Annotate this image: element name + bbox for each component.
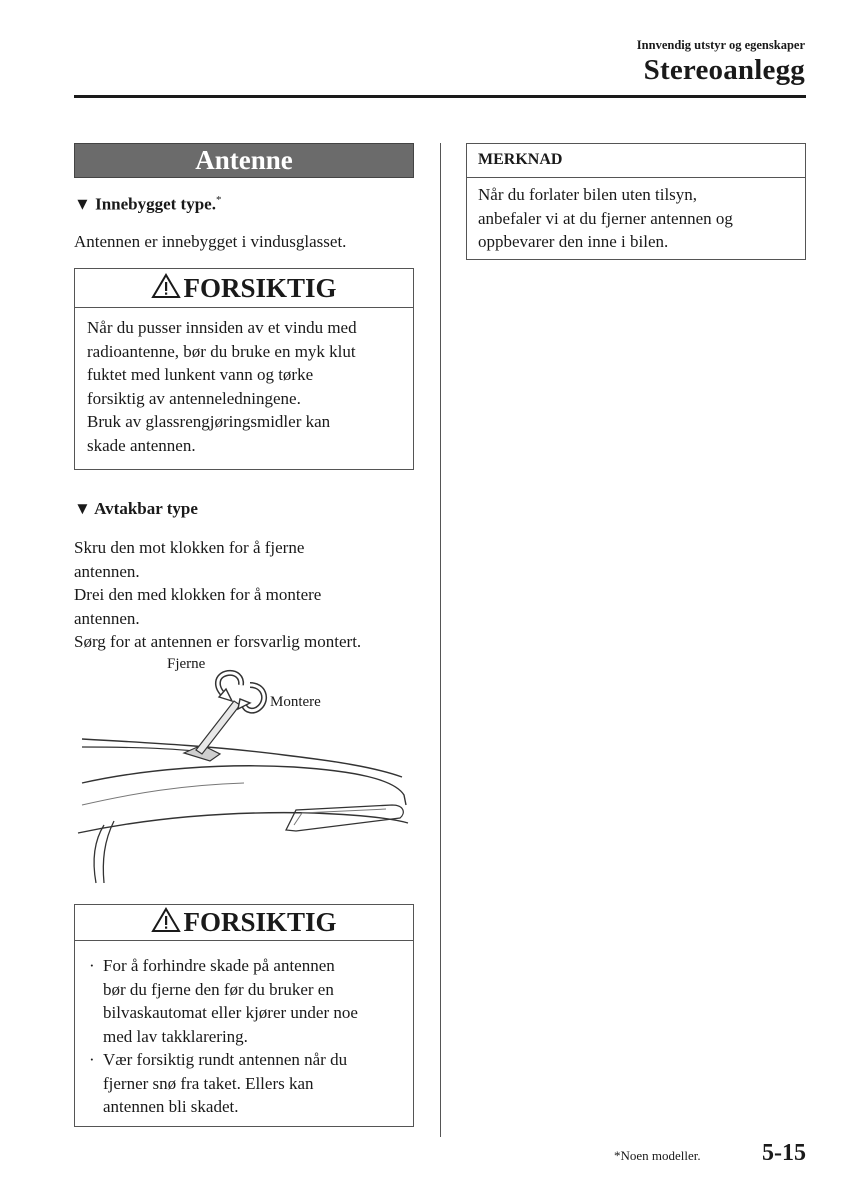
- warning-triangle-icon: [151, 273, 181, 299]
- built-in-type-label: Innebygget type.: [95, 194, 216, 214]
- caution-line: fjerner snø fra taket. Ellers kan: [103, 1073, 314, 1093]
- remove-label: Fjerne: [167, 656, 206, 672]
- car-roof-drawing: [74, 655, 419, 885]
- caution-line: skade antennen.: [87, 435, 196, 455]
- body-line: antennen.: [74, 608, 140, 628]
- removable-type-label: Avtakbar type: [94, 499, 198, 518]
- removable-type-text: [74, 536, 419, 654]
- triangle-bullet-icon: ▼: [74, 499, 91, 518]
- caution-line: For å forhindre skade på antennen: [103, 956, 335, 975]
- caution-line: Bruk av glassrengjøringsmidler kan: [87, 412, 331, 431]
- removable-type-heading: [74, 499, 198, 519]
- page-number: 5-15: [762, 1140, 806, 1166]
- note-line: oppbevarer den inne i bilen.: [478, 232, 669, 251]
- note-heading: MERKNAD: [467, 144, 805, 178]
- rotate-clockwise-icon: [238, 685, 264, 711]
- caution-line: fuktet med lunkent vann og tørke: [87, 365, 314, 384]
- caution-title-2: FORSIKTIG: [183, 907, 337, 937]
- body-line: Skru den mot klokken for å fjerne: [74, 538, 305, 557]
- caution-heading-1: [75, 269, 413, 308]
- chapter-title: Innvendig utstyr og egenskaper: [636, 38, 805, 52]
- install-label: Montere: [270, 694, 321, 710]
- caution-bullet: [87, 1048, 401, 1119]
- caution-box-1: [74, 268, 414, 470]
- footnote: *Noen modeller.: [614, 1148, 701, 1163]
- caution-heading-2: [75, 905, 413, 941]
- warning-triangle-icon: [151, 907, 181, 933]
- caution-line: Vær forsiktig rundt antennen når du: [103, 1050, 348, 1069]
- note-line: anbefaler vi at du fjerner antennen og: [478, 208, 733, 228]
- caution-title-1: FORSIKTIG: [183, 273, 337, 303]
- bullet-dot: ·: [89, 1050, 95, 1069]
- antenna-illustration: [74, 655, 419, 885]
- caution-box-2: [74, 904, 414, 1127]
- note-text: [467, 178, 805, 254]
- header-rule: [74, 95, 806, 98]
- caution-line: Når du pusser innsiden av et vindu med: [87, 318, 357, 337]
- built-in-type-text: Antennen er innebygget i vindusglasset.: [74, 232, 347, 251]
- body-line: Sørg for at antennen er forsvarlig montert.: [74, 632, 362, 651]
- section-title: Stereoanlegg: [643, 54, 805, 86]
- built-in-type-heading: [74, 194, 221, 215]
- column-divider: [440, 143, 441, 1137]
- body-line: antennen.: [74, 561, 140, 581]
- bullet-dot: ·: [89, 956, 95, 975]
- caution-line: bilvaskautomat eller kjører under noe: [103, 1003, 358, 1022]
- caution-text-1: [75, 308, 413, 457]
- triangle-bullet-icon: ▼: [74, 194, 91, 214]
- caution-line: bør du fjerne den før du bruker en: [103, 979, 334, 999]
- note-box: [466, 143, 806, 260]
- caution-bullet: [87, 954, 401, 1048]
- body-line: Drei den med klokken for å montere: [74, 585, 322, 604]
- antenna-section-heading: Antenne: [74, 143, 414, 178]
- caution-line: antennen bli skadet.: [103, 1097, 239, 1116]
- note-line: Når du forlater bilen uten tilsyn,: [478, 185, 698, 204]
- caution-line: med lav takklarering.: [103, 1026, 248, 1046]
- caution-text-2: [75, 941, 413, 1119]
- footnote-mark: *: [215, 194, 222, 206]
- caution-line: forsiktig av antenneledningene.: [87, 388, 301, 408]
- rotate-counterclockwise-icon: [218, 673, 241, 701]
- caution-line: radioantenne, bør du bruke en myk klut: [87, 341, 356, 361]
